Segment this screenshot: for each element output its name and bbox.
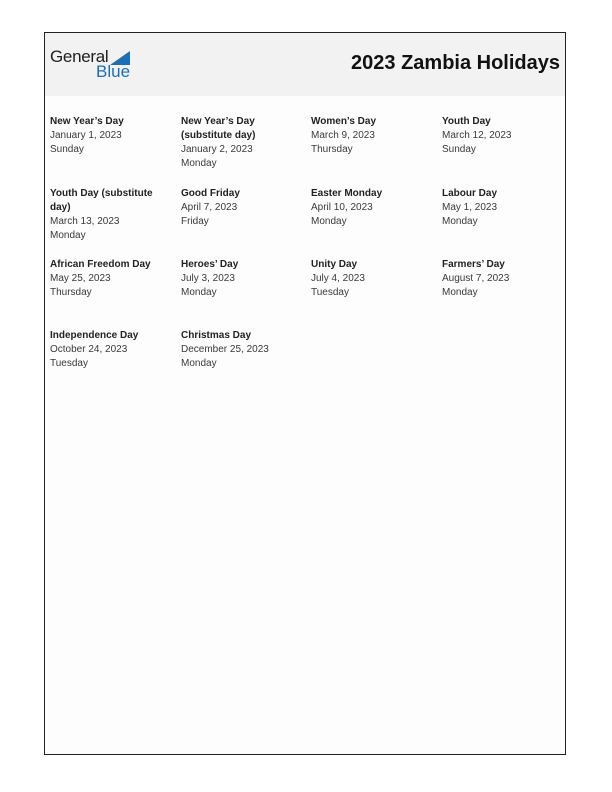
holiday-weekday: Monday bbox=[181, 158, 217, 169]
holiday-weekday: Monday bbox=[311, 216, 347, 227]
holiday-date: July 3, 2023 bbox=[181, 273, 235, 284]
holiday-date: October 24, 2023 bbox=[50, 344, 128, 355]
logo-blue-text: Blue bbox=[96, 62, 131, 81]
holiday-weekday: Monday bbox=[50, 230, 86, 241]
holiday-item bbox=[50, 187, 160, 243]
holiday-weekday: Sunday bbox=[50, 144, 84, 155]
holiday-weekday: Monday bbox=[442, 287, 478, 298]
holiday-name: New Year’s Day (substitute day) bbox=[181, 116, 256, 141]
holiday-weekday: Monday bbox=[181, 287, 217, 298]
holiday-date: August 7, 2023 bbox=[442, 273, 510, 284]
holiday-date: March 9, 2023 bbox=[311, 130, 375, 141]
holiday-item bbox=[442, 115, 567, 157]
holiday-date: May 25, 2023 bbox=[50, 273, 111, 284]
holiday-item bbox=[311, 187, 436, 229]
holiday-name: Christmas Day bbox=[181, 330, 252, 341]
logo-general-text: General bbox=[50, 47, 109, 66]
holiday-item bbox=[442, 187, 567, 229]
page-title: 2023 Zambia Holidays bbox=[351, 52, 560, 74]
holiday-weekday: Sunday bbox=[442, 144, 476, 155]
holiday-name: New Year’s Day bbox=[50, 116, 124, 127]
holiday-weekday: Tuesday bbox=[311, 287, 349, 298]
holiday-date: December 25, 2023 bbox=[181, 344, 269, 355]
holiday-weekday: Tuesday bbox=[50, 358, 88, 369]
holiday-item bbox=[442, 258, 567, 300]
holiday-item bbox=[50, 115, 175, 157]
holiday-date: January 1, 2023 bbox=[50, 130, 122, 141]
holiday-item bbox=[311, 115, 436, 157]
holiday-item bbox=[181, 258, 306, 300]
holiday-date: July 4, 2023 bbox=[311, 273, 365, 284]
holiday-name: Youth Day (substitute day) bbox=[50, 188, 153, 213]
holiday-date: January 2, 2023 bbox=[181, 144, 253, 155]
holiday-weekday: Monday bbox=[442, 216, 478, 227]
holiday-weekday: Monday bbox=[181, 358, 217, 369]
holiday-name: Heroes’ Day bbox=[181, 259, 239, 270]
header bbox=[45, 33, 565, 96]
holiday-name: Good Friday bbox=[181, 188, 240, 199]
holiday-name: African Freedom Day bbox=[50, 259, 151, 270]
holiday-date: March 13, 2023 bbox=[50, 216, 120, 227]
page-frame bbox=[44, 32, 566, 755]
holiday-item bbox=[50, 329, 175, 371]
holiday-weekday: Friday bbox=[181, 216, 209, 227]
holiday-item bbox=[181, 187, 306, 229]
holiday-name: Farmers’ Day bbox=[442, 259, 505, 270]
holiday-item bbox=[181, 329, 306, 371]
generalblue-logo bbox=[50, 48, 140, 84]
holiday-name: Independence Day bbox=[50, 330, 139, 341]
holiday-weekday: Thursday bbox=[50, 287, 92, 298]
holiday-date: March 12, 2023 bbox=[442, 130, 512, 141]
holiday-date: May 1, 2023 bbox=[442, 202, 498, 213]
holiday-name: Easter Monday bbox=[311, 188, 383, 199]
holiday-name: Labour Day bbox=[442, 188, 498, 199]
holiday-weekday: Thursday bbox=[311, 144, 353, 155]
holiday-date: April 7, 2023 bbox=[181, 202, 238, 213]
holiday-date: April 10, 2023 bbox=[311, 202, 373, 213]
holiday-name: Women’s Day bbox=[311, 116, 377, 127]
holiday-name: Youth Day bbox=[442, 116, 491, 127]
holiday-item bbox=[181, 115, 271, 171]
holiday-item bbox=[50, 258, 175, 300]
holiday-item bbox=[311, 258, 436, 300]
holiday-name: Unity Day bbox=[311, 259, 358, 270]
